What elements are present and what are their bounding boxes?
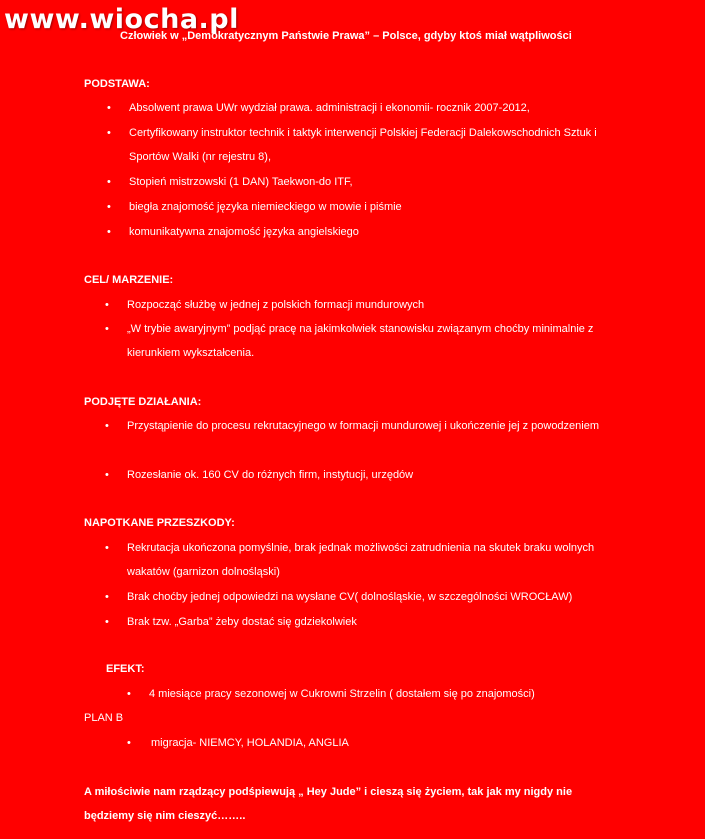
bullet-icon: • — [105, 323, 109, 335]
list-item: • Absolwent prawa UWr wydział prawa. administracji i ekonomii- rocznik 2007-2012, — [129, 96, 609, 120]
bullet-icon: • — [105, 616, 109, 628]
closing-paragraph: A miłościwie nam rządzący podśpiewują „ Hey Jude” i cieszą się życiem, tak jak my nigdy nie będziemy się nim cieszyć…….. — [84, 786, 573, 822]
watermark-logo: www.wiocha.pl — [4, 4, 239, 35]
list-item: • Certyfikowany instruktor technik i taktyk interwencji Polskiej Federacji Dalekowschodnich Sztuk i Sportów Walki (nr rejestru 8), — [129, 121, 609, 169]
section-heading-przeszkody: NAPOTKANE PRZESZKODY: — [84, 517, 235, 529]
section-heading-efekt: EFEKT: — [106, 663, 145, 675]
list-item: • 4 miesiące pracy sezonowej w Cukrowni Strzelin ( dostałem się po znajomości) — [149, 682, 609, 706]
list-item: • Rozesłanie ok. 160 CV do różnych firm, instytucji, urzędów — [127, 463, 607, 487]
section-heading-plan-b: PLAN B — [84, 712, 124, 724]
section-heading-dzialania: PODJĘTE DZIAŁANIA: — [84, 396, 202, 408]
document-title: Człowiek w „Demokratycznym Państwie Prawa” – Polsce, gdyby ktoś miał wątpliwości — [120, 30, 572, 42]
bullet-icon: • — [107, 226, 111, 238]
list-item: • Rozpocząć służbę w jednej z polskich formacji mundurowych — [127, 293, 607, 317]
bullet-icon: • — [127, 688, 131, 700]
bullet-icon: • — [105, 542, 109, 554]
bullet-icon: • — [105, 420, 109, 432]
list-item: • „W trybie awaryjnym” podjąć pracę na jakimkolwiek stanowisku związanym choćby minimalnie z kierunkiem wykształcenia. — [127, 317, 607, 365]
bullet-icon: • — [107, 201, 111, 213]
list-item: • biegła znajomość języka niemieckiego w mowie i piśmie — [129, 195, 609, 219]
list-item: • migracja- NIEMCY, HOLANDIA, ANGLIA — [151, 731, 571, 755]
list-item: • Brak tzw. „Garba” żeby dostać się gdziekolwiek — [127, 610, 607, 634]
section-heading-cel: CEL/ MARZENIE: — [84, 274, 174, 286]
bullet-icon: • — [107, 176, 111, 188]
list-item: • Przystąpienie do procesu rekrutacyjnego w formacji mundurowej i ukończenie jej z powodzeniem — [127, 414, 607, 438]
bullet-icon: • — [107, 127, 111, 139]
bullet-icon: • — [127, 737, 131, 749]
list-item: • Rekrutacja ukończona pomyślnie, brak jednak możliwości zatrudnienia na skutek braku wolnych wakatów (garnizon dolnośląski) — [127, 536, 607, 584]
bullet-icon: • — [107, 102, 111, 114]
bullet-icon: • — [105, 299, 109, 311]
bullet-icon: • — [105, 591, 109, 603]
list-item: • Stopień mistrzowski (1 DAN) Taekwon-do ITF, — [129, 170, 609, 194]
list-item: • Brak choćby jednej odpowiedzi na wysłane CV( dolnośląskie, w szczególności WROCŁAW) — [127, 585, 607, 609]
bullet-icon: • — [105, 469, 109, 481]
list-item: • komunikatywna znajomość języka angielskiego — [129, 220, 609, 244]
section-heading-podstawa: PODSTAWA: — [84, 78, 150, 90]
